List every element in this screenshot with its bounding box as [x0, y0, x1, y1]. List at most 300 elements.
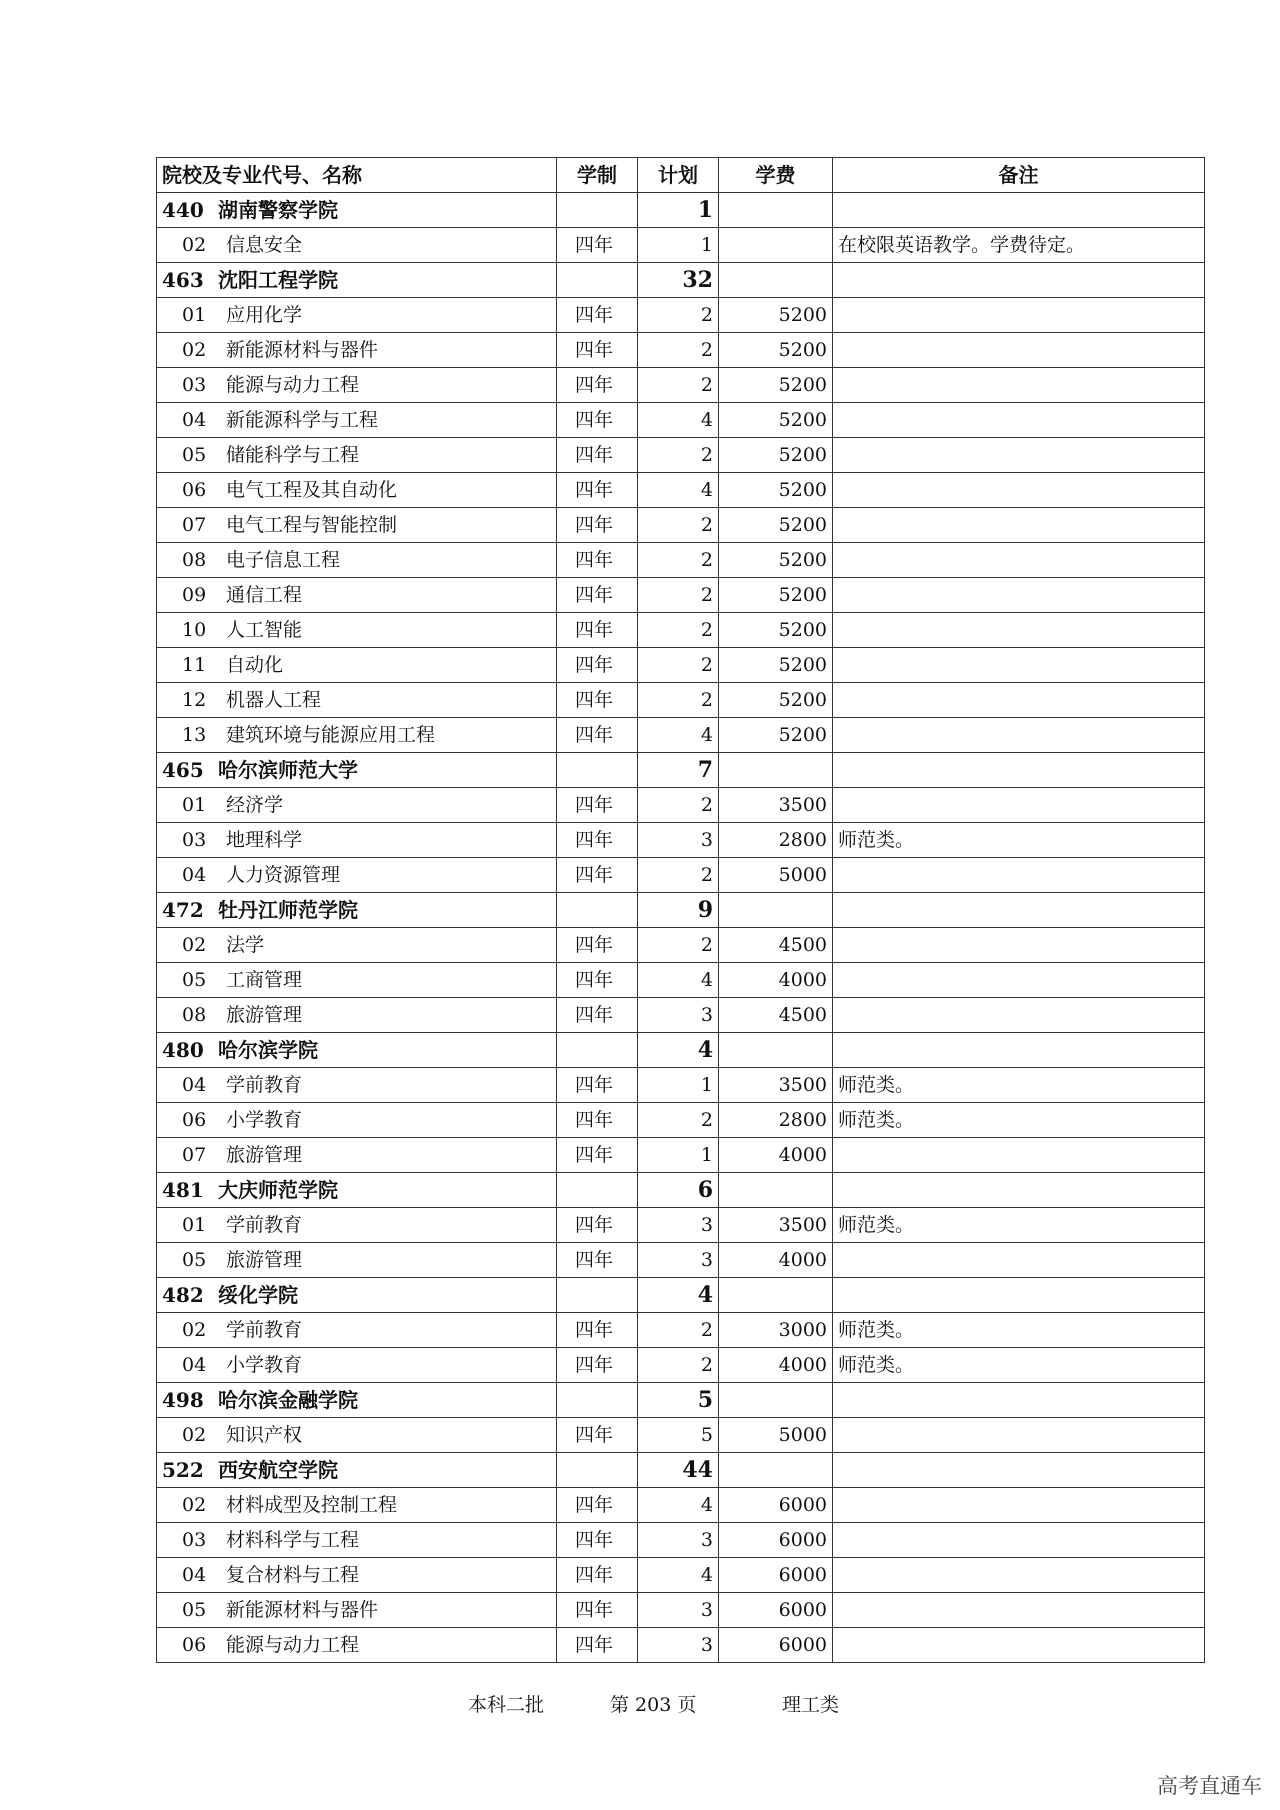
major-code: 03 [182, 1529, 207, 1551]
cell-note [833, 788, 1205, 823]
cell-note [833, 858, 1205, 893]
cell-plan: 2 [638, 368, 719, 403]
cell-note [833, 1383, 1205, 1418]
cell-fee [719, 1383, 833, 1418]
cell-fee: 6000 [719, 1558, 833, 1593]
cell-name [157, 298, 557, 333]
cell-name [157, 1593, 557, 1628]
footer-category: 理工类 [782, 1694, 840, 1716]
cell-name [157, 1103, 557, 1138]
cell-note [833, 578, 1205, 613]
major-row [157, 928, 1205, 963]
major-code: 04 [182, 864, 207, 886]
cell-plan: 1 [638, 228, 719, 263]
cell-length [557, 1173, 638, 1208]
cell-name [157, 543, 557, 578]
major-code: 04 [182, 409, 207, 431]
cell-fee: 6000 [719, 1628, 833, 1663]
cell-note [833, 1278, 1205, 1313]
cell-note: 师范类。 [833, 1208, 1205, 1243]
cell-name [157, 683, 557, 718]
major-code: 07 [182, 514, 207, 536]
major-code: 06 [182, 1109, 207, 1131]
cell-length: 四年 [557, 858, 638, 893]
cell-plan: 2 [638, 1348, 719, 1383]
school-code: 472 [162, 898, 204, 922]
cell-name [157, 718, 557, 753]
major-row [157, 298, 1205, 333]
cell-note [833, 1558, 1205, 1593]
cell-length: 四年 [557, 1138, 638, 1173]
major-row [157, 858, 1205, 893]
cell-fee: 6000 [719, 1488, 833, 1523]
cell-note [833, 928, 1205, 963]
major-row [157, 438, 1205, 473]
cell-plan: 3 [638, 1523, 719, 1558]
major-code: 03 [182, 829, 207, 851]
major-row [157, 403, 1205, 438]
major-code: 10 [182, 619, 207, 641]
major-name: 人工智能 [226, 619, 303, 641]
cell-name [157, 893, 557, 928]
major-row [157, 473, 1205, 508]
cell-length [557, 263, 638, 298]
major-name: 旅游管理 [226, 1144, 303, 1166]
cell-plan: 2 [638, 298, 719, 333]
header-fee: 学费 [719, 158, 833, 193]
cell-name [157, 1243, 557, 1278]
cell-plan: 32 [638, 263, 719, 298]
cell-note [833, 298, 1205, 333]
cell-length: 四年 [557, 1628, 638, 1663]
major-name: 新能源材料与器件 [226, 339, 379, 361]
cell-plan: 3 [638, 998, 719, 1033]
cell-fee: 3500 [719, 1068, 833, 1103]
major-name: 材料成型及控制工程 [226, 1494, 398, 1516]
major-name: 工商管理 [226, 969, 303, 991]
major-row [157, 1313, 1205, 1348]
cell-fee: 5200 [719, 578, 833, 613]
cell-plan: 3 [638, 1243, 719, 1278]
major-row [157, 963, 1205, 998]
major-name: 旅游管理 [226, 1249, 303, 1271]
major-row [157, 578, 1205, 613]
major-name: 学前教育 [226, 1319, 303, 1341]
cell-length: 四年 [557, 1348, 638, 1383]
cell-fee [719, 1173, 833, 1208]
cell-fee: 5200 [719, 298, 833, 333]
major-row [157, 648, 1205, 683]
school-row [157, 1383, 1205, 1418]
cell-note [833, 1243, 1205, 1278]
major-name: 小学教育 [226, 1354, 303, 1376]
major-name: 建筑环境与能源应用工程 [226, 724, 436, 746]
cell-name [157, 648, 557, 683]
cell-length: 四年 [557, 1068, 638, 1103]
major-code: 06 [182, 479, 207, 501]
school-row [157, 193, 1205, 228]
cell-plan: 2 [638, 508, 719, 543]
major-name: 复合材料与工程 [226, 1564, 360, 1586]
cell-length: 四年 [557, 333, 638, 368]
major-row [157, 613, 1205, 648]
major-code: 04 [182, 1564, 207, 1586]
admission-plan-sheet [156, 157, 1204, 1663]
major-name: 电气工程与智能控制 [226, 514, 398, 536]
school-name: 哈尔滨师范大学 [218, 758, 358, 782]
cell-length: 四年 [557, 788, 638, 823]
school-code: 480 [162, 1038, 204, 1062]
cell-name [157, 788, 557, 823]
school-row [157, 893, 1205, 928]
cell-length: 四年 [557, 438, 638, 473]
cell-name [157, 1068, 557, 1103]
cell-name [157, 1278, 557, 1313]
cell-name [157, 963, 557, 998]
cell-plan: 5 [638, 1418, 719, 1453]
cell-note: 师范类。 [833, 1348, 1205, 1383]
cell-plan: 2 [638, 1313, 719, 1348]
cell-length: 四年 [557, 403, 638, 438]
major-name: 电子信息工程 [226, 549, 341, 571]
major-name: 新能源材料与器件 [226, 1599, 379, 1621]
cell-fee: 5200 [719, 508, 833, 543]
cell-fee [719, 1453, 833, 1488]
school-name: 哈尔滨金融学院 [218, 1388, 358, 1412]
cell-fee [719, 753, 833, 788]
major-code: 08 [182, 1004, 207, 1026]
cell-length: 四年 [557, 683, 638, 718]
major-name: 信息安全 [226, 234, 303, 256]
cell-plan: 4 [638, 1278, 719, 1313]
cell-length [557, 1383, 638, 1418]
cell-plan: 6 [638, 1173, 719, 1208]
major-row [157, 1348, 1205, 1383]
cell-fee [719, 228, 833, 263]
cell-note: 师范类。 [833, 1103, 1205, 1138]
cell-plan: 4 [638, 963, 719, 998]
cell-fee: 4000 [719, 1138, 833, 1173]
cell-fee: 5200 [719, 403, 833, 438]
cell-name [157, 333, 557, 368]
school-row [157, 1173, 1205, 1208]
cell-fee: 3500 [719, 1208, 833, 1243]
major-code: 05 [182, 1249, 207, 1271]
school-row [157, 1033, 1205, 1068]
cell-fee: 5200 [719, 368, 833, 403]
cell-note [833, 893, 1205, 928]
major-row [157, 1138, 1205, 1173]
cell-fee: 3000 [719, 1313, 833, 1348]
cell-name [157, 1558, 557, 1593]
major-code: 02 [182, 934, 207, 956]
cell-length: 四年 [557, 963, 638, 998]
major-code: 01 [182, 794, 207, 816]
cell-plan: 4 [638, 1488, 719, 1523]
major-code: 02 [182, 339, 207, 361]
header-note: 备注 [833, 158, 1205, 193]
cell-length: 四年 [557, 1593, 638, 1628]
cell-plan: 1 [638, 1068, 719, 1103]
major-row [157, 1488, 1205, 1523]
cell-name [157, 998, 557, 1033]
school-row [157, 1453, 1205, 1488]
cell-fee: 5200 [719, 683, 833, 718]
major-row [157, 1523, 1205, 1558]
major-code: 06 [182, 1634, 207, 1656]
cell-note: 师范类。 [833, 1068, 1205, 1103]
cell-name [157, 368, 557, 403]
cell-length [557, 753, 638, 788]
major-row [157, 333, 1205, 368]
major-code: 13 [182, 724, 207, 746]
major-code: 09 [182, 584, 207, 606]
cell-note [833, 1593, 1205, 1628]
major-code: 01 [182, 304, 207, 326]
cell-name [157, 473, 557, 508]
school-name: 西安航空学院 [218, 1458, 338, 1482]
cell-plan: 3 [638, 823, 719, 858]
cell-note [833, 1173, 1205, 1208]
cell-fee: 5200 [719, 543, 833, 578]
major-row [157, 1628, 1205, 1663]
cell-plan: 4 [638, 403, 719, 438]
major-code: 03 [182, 374, 207, 396]
cell-fee [719, 263, 833, 298]
cell-note: 在校限英语教学。学费待定。 [833, 228, 1205, 263]
cell-plan: 1 [638, 193, 719, 228]
cell-fee: 5200 [719, 613, 833, 648]
cell-name [157, 858, 557, 893]
cell-plan: 2 [638, 543, 719, 578]
cell-note [833, 1523, 1205, 1558]
cell-note [833, 543, 1205, 578]
major-name: 学前教育 [226, 1214, 303, 1236]
cell-note [833, 613, 1205, 648]
cell-name [157, 823, 557, 858]
cell-length: 四年 [557, 1243, 638, 1278]
cell-plan: 1 [638, 1138, 719, 1173]
major-code: 05 [182, 1599, 207, 1621]
major-code: 02 [182, 1319, 207, 1341]
school-row [157, 263, 1205, 298]
cell-fee: 4500 [719, 998, 833, 1033]
school-row [157, 1278, 1205, 1313]
cell-name [157, 1208, 557, 1243]
cell-note [833, 1033, 1205, 1068]
major-row [157, 683, 1205, 718]
major-name: 学前教育 [226, 1074, 303, 1096]
major-row [157, 1103, 1205, 1138]
cell-plan: 5 [638, 1383, 719, 1418]
major-name: 能源与动力工程 [226, 1634, 360, 1656]
cell-plan: 2 [638, 613, 719, 648]
cell-plan: 2 [638, 858, 719, 893]
cell-plan: 3 [638, 1208, 719, 1243]
school-name: 牡丹江师范学院 [218, 898, 358, 922]
cell-length: 四年 [557, 543, 638, 578]
major-row [157, 1208, 1205, 1243]
cell-plan: 2 [638, 578, 719, 613]
major-name: 通信工程 [226, 584, 303, 606]
cell-note [833, 1628, 1205, 1663]
cell-fee: 4000 [719, 1348, 833, 1383]
cell-plan: 7 [638, 753, 719, 788]
cell-note [833, 963, 1205, 998]
cell-fee: 6000 [719, 1593, 833, 1628]
cell-plan: 3 [638, 1628, 719, 1663]
cell-note [833, 718, 1205, 753]
cell-length [557, 1278, 638, 1313]
cell-note [833, 753, 1205, 788]
major-code: 04 [182, 1354, 207, 1376]
major-name: 储能科学与工程 [226, 444, 360, 466]
cell-fee: 4000 [719, 963, 833, 998]
cell-plan: 4 [638, 473, 719, 508]
cell-note: 师范类。 [833, 823, 1205, 858]
cell-name [157, 928, 557, 963]
cell-length [557, 893, 638, 928]
cell-name [157, 1348, 557, 1383]
header-plan: 计划 [638, 158, 719, 193]
major-name: 经济学 [226, 794, 284, 816]
cell-name [157, 1453, 557, 1488]
cell-length: 四年 [557, 1488, 638, 1523]
cell-fee [719, 1033, 833, 1068]
major-code: 11 [182, 654, 207, 676]
major-name: 新能源科学与工程 [226, 409, 379, 431]
major-code: 02 [182, 234, 207, 256]
school-code: 522 [162, 1458, 204, 1482]
major-code: 12 [182, 689, 207, 711]
cell-name [157, 1488, 557, 1523]
header-row [157, 158, 1205, 193]
cell-length [557, 193, 638, 228]
cell-note [833, 648, 1205, 683]
major-name: 机器人工程 [226, 689, 322, 711]
cell-length: 四年 [557, 368, 638, 403]
cell-plan: 44 [638, 1453, 719, 1488]
major-code: 01 [182, 1214, 207, 1236]
major-name: 小学教育 [226, 1109, 303, 1131]
cell-fee [719, 893, 833, 928]
major-name: 应用化学 [226, 304, 303, 326]
cell-name [157, 1313, 557, 1348]
major-code: 08 [182, 549, 207, 571]
cell-length: 四年 [557, 613, 638, 648]
cell-plan: 3 [638, 1593, 719, 1628]
cell-fee: 4000 [719, 1243, 833, 1278]
major-row [157, 543, 1205, 578]
school-row [157, 753, 1205, 788]
cell-fee: 5000 [719, 858, 833, 893]
cell-note [833, 403, 1205, 438]
cell-length: 四年 [557, 648, 638, 683]
cell-length: 四年 [557, 473, 638, 508]
footer-batch: 本科二批 [468, 1694, 545, 1716]
header-name: 院校及专业代号、名称 [157, 158, 557, 193]
major-name: 地理科学 [226, 829, 303, 851]
school-code: 465 [162, 758, 204, 782]
cell-length: 四年 [557, 1558, 638, 1593]
cell-note: 师范类。 [833, 1313, 1205, 1348]
major-row [157, 788, 1205, 823]
cell-length: 四年 [557, 1103, 638, 1138]
school-code: 463 [162, 268, 204, 292]
footer-page-number: 第 203 页 [610, 1694, 697, 1716]
cell-name [157, 753, 557, 788]
cell-plan: 2 [638, 683, 719, 718]
cell-name [157, 1173, 557, 1208]
major-row [157, 368, 1205, 403]
cell-plan: 4 [638, 1558, 719, 1593]
cell-name [157, 1523, 557, 1558]
table-body [157, 193, 1205, 1663]
school-code: 481 [162, 1178, 204, 1202]
cell-length: 四年 [557, 298, 638, 333]
cell-fee [719, 193, 833, 228]
cell-fee [719, 1278, 833, 1313]
school-code: 498 [162, 1388, 204, 1412]
cell-name [157, 1383, 557, 1418]
cell-note [833, 1418, 1205, 1453]
major-name: 材料科学与工程 [226, 1529, 360, 1551]
cell-note [833, 1453, 1205, 1488]
cell-note [833, 193, 1205, 228]
cell-length: 四年 [557, 1313, 638, 1348]
cell-length [557, 1453, 638, 1488]
cell-name [157, 1033, 557, 1068]
cell-fee: 5000 [719, 1418, 833, 1453]
cell-name [157, 263, 557, 298]
cell-length [557, 1033, 638, 1068]
major-row [157, 998, 1205, 1033]
major-name: 法学 [226, 934, 265, 956]
cell-plan: 2 [638, 1103, 719, 1138]
major-row [157, 823, 1205, 858]
school-name: 绥化学院 [218, 1283, 298, 1307]
major-code: 02 [182, 1424, 207, 1446]
watermark: 高考直通车 [1157, 1774, 1262, 1798]
major-code: 05 [182, 444, 207, 466]
cell-fee: 5200 [719, 473, 833, 508]
cell-name [157, 403, 557, 438]
cell-plan: 9 [638, 893, 719, 928]
cell-name [157, 1138, 557, 1173]
cell-fee: 2800 [719, 1103, 833, 1138]
major-code: 07 [182, 1144, 207, 1166]
cell-note [833, 473, 1205, 508]
cell-note [833, 683, 1205, 718]
cell-fee: 5200 [719, 333, 833, 368]
major-row [157, 718, 1205, 753]
cell-fee: 6000 [719, 1523, 833, 1558]
major-name: 电气工程及其自动化 [226, 479, 398, 501]
header-length: 学制 [557, 158, 638, 193]
school-code: 440 [162, 198, 204, 222]
major-name: 旅游管理 [226, 1004, 303, 1026]
cell-length: 四年 [557, 1523, 638, 1558]
cell-plan: 2 [638, 928, 719, 963]
cell-note [833, 263, 1205, 298]
major-name: 人力资源管理 [226, 864, 341, 886]
cell-plan: 4 [638, 1033, 719, 1068]
major-row [157, 1068, 1205, 1103]
major-row [157, 1418, 1205, 1453]
cell-name [157, 1628, 557, 1663]
major-code: 04 [182, 1074, 207, 1096]
major-name: 自动化 [226, 654, 284, 676]
